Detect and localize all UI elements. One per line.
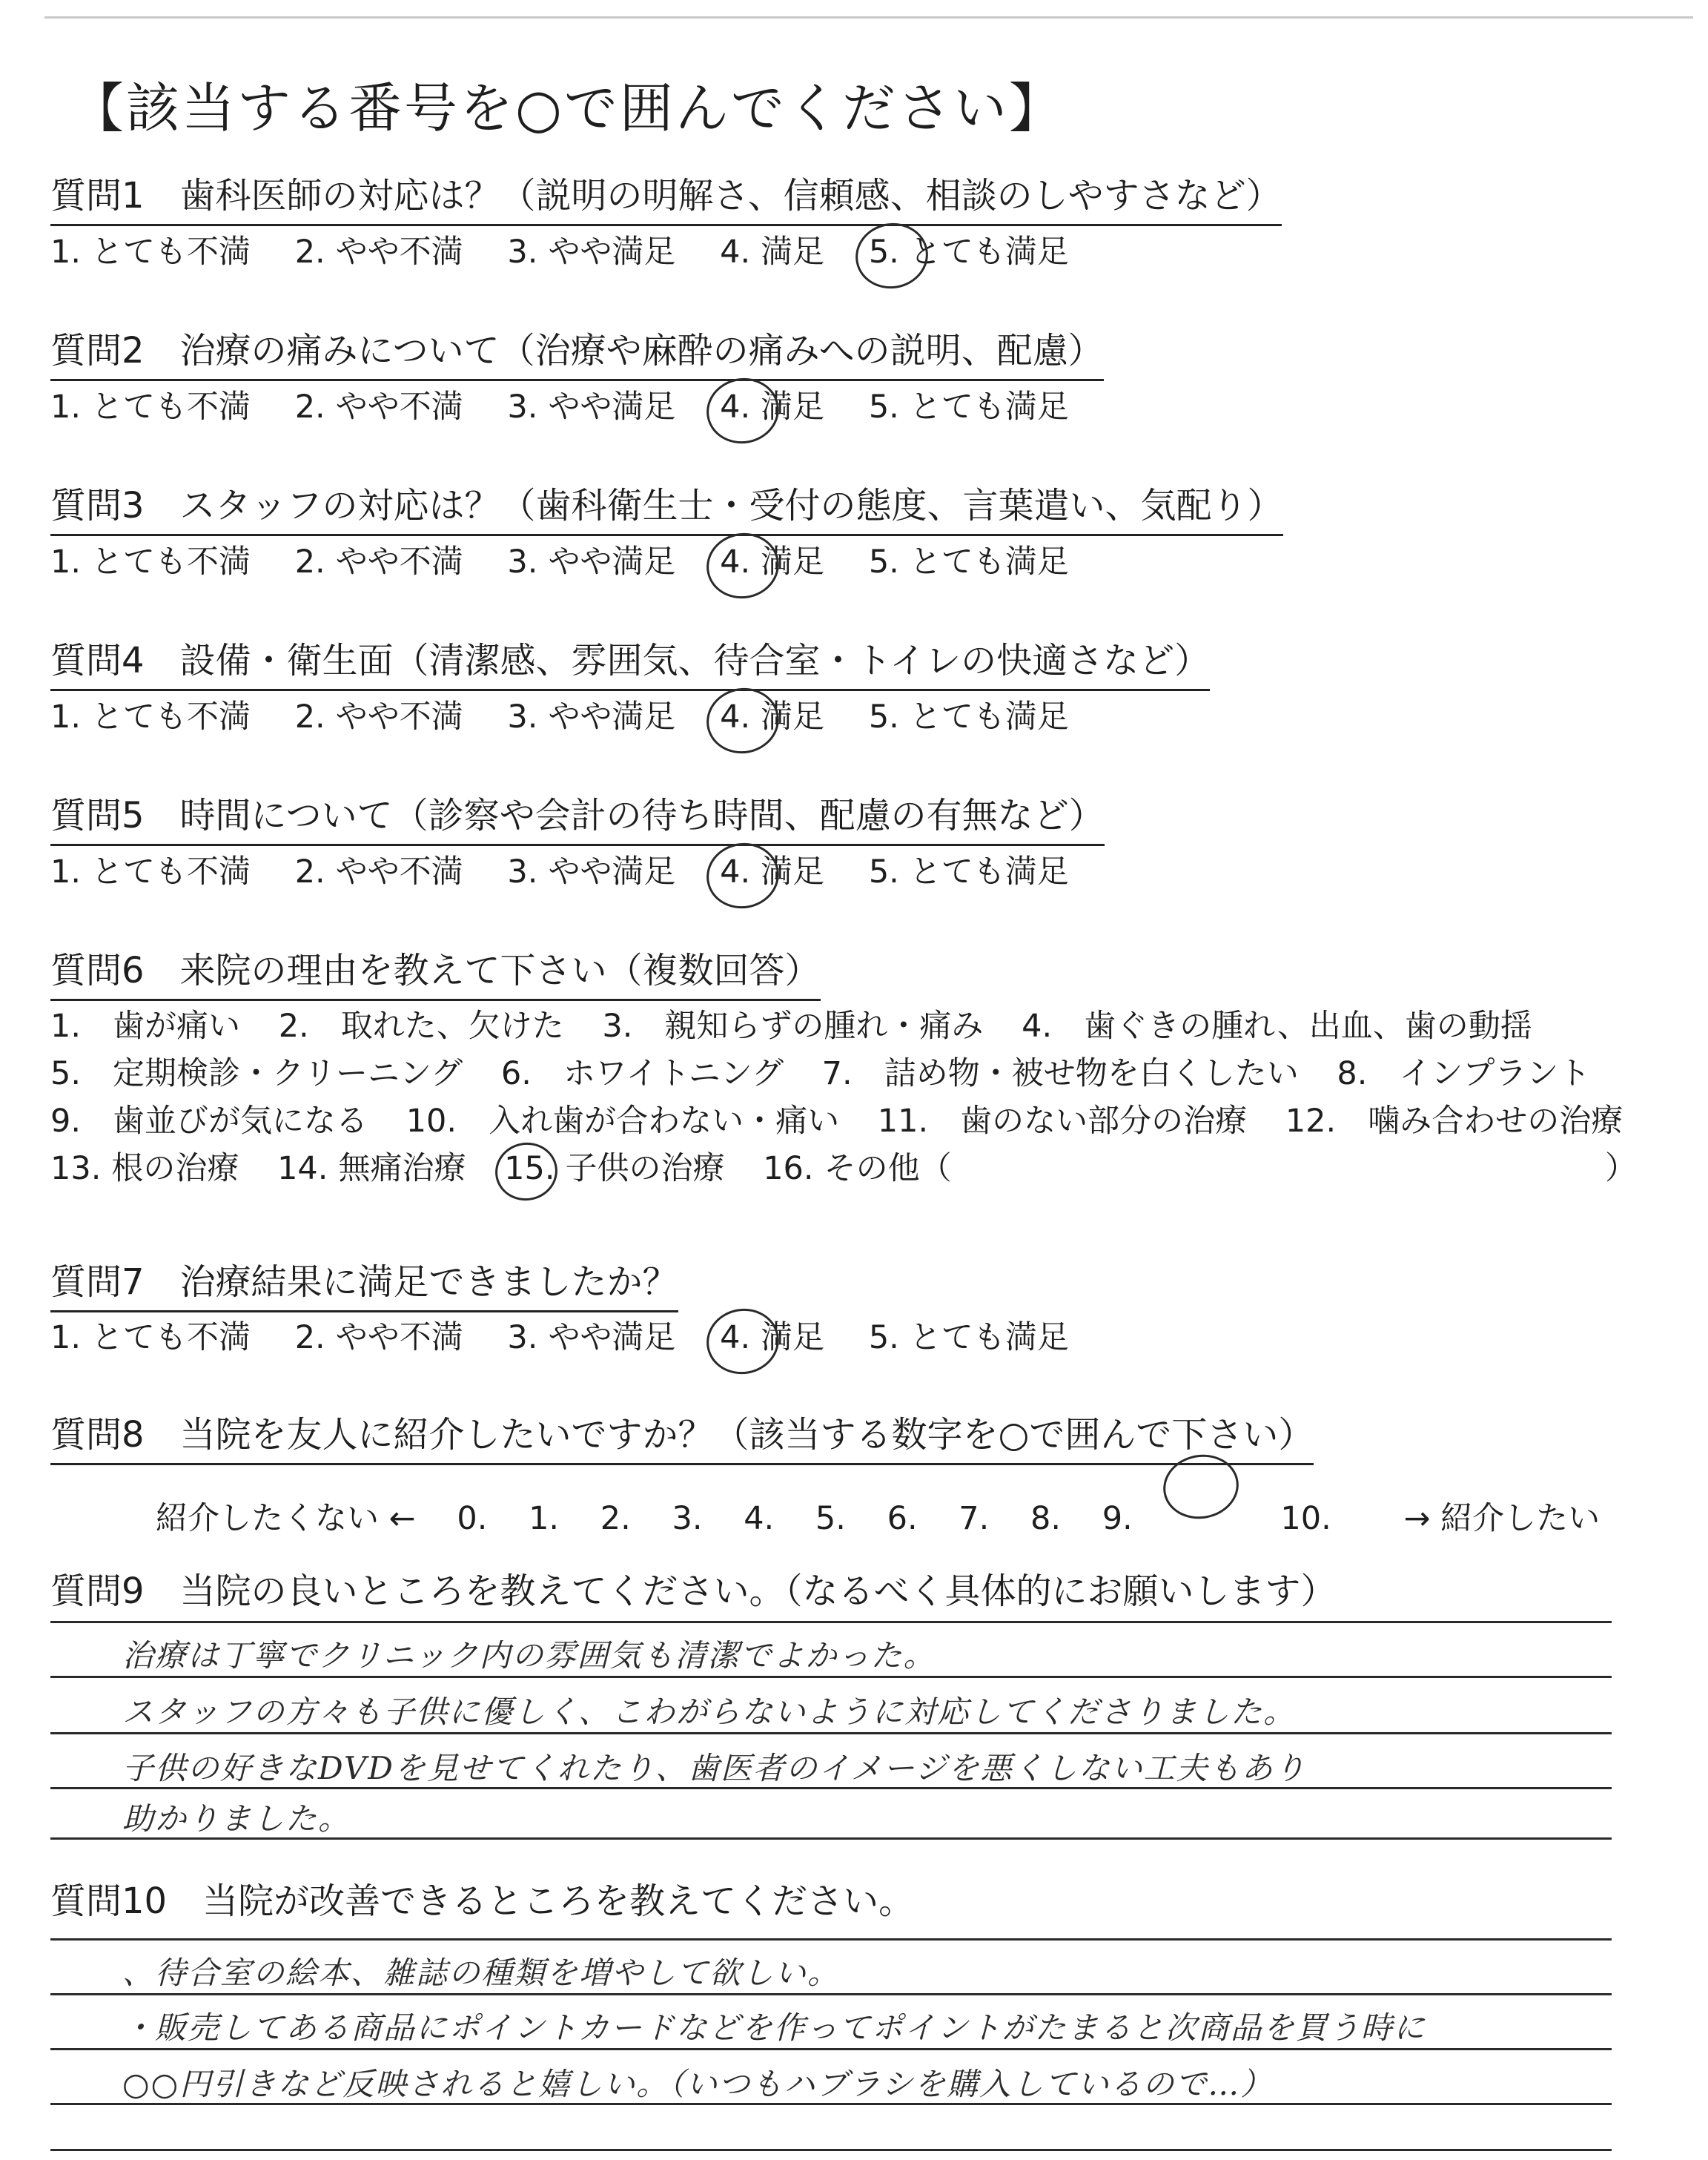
q9-answer-line-2: スタッフの方々も子供に優しく、こわがらないように対応してくださりました。 bbox=[122, 1694, 1297, 1730]
q10-answer-line-3: ○○円引きなど反映されると嬉しい。（いつもハブラシを購入しているので…） bbox=[122, 2066, 1274, 2102]
q6-reason-16[interactable]: 16. その他（ bbox=[763, 1150, 952, 1187]
question-3-options bbox=[50, 537, 1103, 582]
answer-line bbox=[50, 1787, 1612, 1789]
page-title: 【該当する番号を○で囲んでください】 bbox=[70, 77, 1065, 139]
q8-rating-2[interactable]: 2. bbox=[600, 1500, 631, 1537]
q6-reasons-row-1 bbox=[50, 1001, 1560, 1046]
q2-option-4[interactable]: 4. 満足 bbox=[720, 382, 824, 427]
question-7-title: 質問7 治療結果に満足できましたか？ bbox=[50, 1253, 678, 1312]
q6-reason-9[interactable]: 9. 歯並びが気になる bbox=[50, 1103, 368, 1140]
q5-option-2[interactable]: 2. やや不満 bbox=[294, 853, 463, 891]
answer-line bbox=[50, 1993, 1612, 1995]
question-6-title: 質問6 来院の理由を教えて下さい（複数回答） bbox=[50, 942, 821, 1001]
selected-circle bbox=[701, 527, 784, 604]
q8-rating-3[interactable]: 3. bbox=[672, 1500, 703, 1537]
q9-answer-line-3: 子供の好きなDVDを見せてくれたり、歯医者のイメージを悪くしない工夫もあり bbox=[122, 1750, 1307, 1786]
question-1-options bbox=[50, 227, 1103, 272]
q2-option-1[interactable]: 1. とても不満 bbox=[50, 389, 251, 426]
q6-reason-14[interactable]: 14. 無痛治療 bbox=[277, 1150, 466, 1187]
q2-option-2[interactable]: 2. やや不満 bbox=[294, 389, 463, 426]
question-1-title: 質問1 歯科医師の対応は？（説明の明解さ、信頼感、相談のしやすさなど） bbox=[50, 167, 1282, 226]
q7-option-3[interactable]: 3. やや満足 bbox=[507, 1319, 676, 1356]
q2-option-3[interactable]: 3. やや満足 bbox=[507, 389, 676, 426]
answer-line bbox=[50, 1621, 1612, 1623]
q6-reason-10[interactable]: 10. 入れ歯が合わない・痛い bbox=[406, 1103, 840, 1140]
selected-circle bbox=[491, 1137, 562, 1205]
selected-circle bbox=[701, 1303, 784, 1380]
answer-line bbox=[50, 2103, 1612, 2105]
question-10-title: 質問10 当院が改善できるところを教えてください。 bbox=[50, 1880, 915, 1922]
selected-circle bbox=[701, 837, 784, 914]
answer-line bbox=[50, 1676, 1612, 1678]
question-7-options bbox=[50, 1312, 1103, 1358]
q8-rating-1[interactable]: 1. bbox=[529, 1500, 560, 1537]
q5-option-1[interactable]: 1. とても不満 bbox=[50, 853, 251, 891]
q6-reason-8[interactable]: 8. インプラント bbox=[1337, 1055, 1591, 1092]
q6-reason-15[interactable]: 15. 子供の治療 bbox=[504, 1143, 724, 1189]
q8-rating-0[interactable]: 0. bbox=[457, 1500, 488, 1537]
q4-option-3[interactable]: 3. やや満足 bbox=[507, 698, 676, 736]
q6-reason-12[interactable]: 12. 噛み合わせの治療 bbox=[1285, 1103, 1623, 1140]
selected-circle bbox=[850, 217, 933, 294]
q7-option-4[interactable]: 4. 満足 bbox=[720, 1312, 824, 1358]
answer-line bbox=[50, 2048, 1612, 2050]
q1-option-4[interactable]: 4. 満足 bbox=[720, 234, 825, 271]
q6-reason-13[interactable]: 13. 根の治療 bbox=[50, 1150, 239, 1187]
q6-reason-5[interactable]: 5. 定期検診・クリーニング bbox=[50, 1055, 463, 1092]
q6-reasons-row-2 bbox=[50, 1048, 1618, 1094]
scan-top-edge bbox=[44, 16, 1693, 19]
q6-other-close-paren: ） bbox=[1605, 1150, 1637, 1187]
question-4-title: 質問4 設備・衛生面（清潔感、雰囲気、待合室・トイレの快適さなど） bbox=[50, 632, 1210, 691]
q7-option-1[interactable]: 1. とても不満 bbox=[50, 1319, 251, 1356]
q4-option-1[interactable]: 1. とても不満 bbox=[50, 698, 251, 736]
q2-option-5[interactable]: 5. とても満足 bbox=[868, 389, 1069, 426]
q8-left-label: 紹介したくない ← bbox=[156, 1500, 416, 1537]
q9-answer-line-1: 治療は丁寧でクリニック内の雰囲気も清潔でよかった。 bbox=[122, 1637, 936, 1674]
q8-rating-5[interactable]: 5. bbox=[815, 1500, 846, 1537]
q10-answer-line-1: 、待合室の絵本、雑誌の種類を増やして欲しい。 bbox=[122, 1955, 841, 1991]
q10-answer-line-2: ・販売してある商品にポイントカードなどを作ってポイントがたまると次商品を買う時に bbox=[122, 2009, 1426, 2046]
q1-option-2[interactable]: 2. やや不満 bbox=[294, 234, 463, 271]
q6-reason-3[interactable]: 3. 親知らずの腫れ・痛み bbox=[602, 1008, 984, 1045]
question-2-title: 質問2 治療の痛みについて（治療や麻酔の痛みへの説明、配慮） bbox=[50, 322, 1104, 381]
q4-option-2[interactable]: 2. やや不満 bbox=[294, 698, 463, 736]
q8-rating-10[interactable]: 10. bbox=[1174, 1465, 1362, 1537]
q8-right-label: → 紹介したい bbox=[1403, 1500, 1601, 1537]
q3-option-3[interactable]: 3. やや満足 bbox=[507, 544, 676, 581]
q6-reason-6[interactable]: 6. ホワイトニング bbox=[500, 1055, 784, 1092]
q4-option-4[interactable]: 4. 満足 bbox=[720, 692, 824, 737]
question-4-options bbox=[50, 692, 1103, 737]
answer-line bbox=[50, 2149, 1612, 2151]
question-5-title: 質問5 時間について（診察や会計の待ち時間、配慮の有無など） bbox=[50, 787, 1105, 846]
q7-option-5[interactable]: 5. とても満足 bbox=[868, 1319, 1069, 1356]
q1-option-3[interactable]: 3. やや満足 bbox=[507, 234, 676, 271]
question-2-options bbox=[50, 382, 1103, 427]
q6-reason-2[interactable]: 2. 取れた、欠けた bbox=[278, 1008, 564, 1045]
q8-rating-8[interactable]: 8. bbox=[1030, 1500, 1062, 1537]
q1-option-5[interactable]: 5. とても満足 bbox=[869, 227, 1069, 272]
q6-reasons-row-4 bbox=[50, 1143, 980, 1189]
q5-option-4[interactable]: 4. 満足 bbox=[720, 847, 824, 892]
question-5-options bbox=[50, 847, 1103, 892]
answer-line bbox=[50, 1837, 1612, 1840]
q8-rating-7[interactable]: 7. bbox=[959, 1500, 990, 1537]
q3-option-2[interactable]: 2. やや不満 bbox=[294, 544, 463, 581]
q5-option-3[interactable]: 3. やや満足 bbox=[507, 853, 676, 891]
q5-option-5[interactable]: 5. とても満足 bbox=[868, 853, 1069, 891]
q3-option-4[interactable]: 4. 満足 bbox=[720, 537, 824, 582]
answer-line bbox=[50, 1732, 1612, 1734]
selected-circle bbox=[701, 682, 784, 759]
answer-line bbox=[50, 1938, 1612, 1941]
question-3-title: 質問3 スタッフの対応は？（歯科衛生士・受付の態度、言葉遣い、気配り） bbox=[50, 477, 1283, 536]
q4-option-5[interactable]: 5. とても満足 bbox=[868, 698, 1069, 736]
q1-option-1[interactable]: 1. とても不満 bbox=[50, 234, 251, 271]
question-9-title: 質問9 当院の良いところを教えてください。（なるべく具体的にお願いします） bbox=[50, 1571, 1337, 1612]
selected-circle bbox=[701, 372, 784, 449]
q6-reason-4[interactable]: 4. 歯ぐきの腫れ、出血、歯の動揺 bbox=[1022, 1008, 1532, 1045]
q3-option-1[interactable]: 1. とても不満 bbox=[50, 544, 251, 581]
q6-reason-1[interactable]: 1. 歯が痛い bbox=[50, 1008, 241, 1045]
q6-reason-11[interactable]: 11. 歯のない部分の治療 bbox=[877, 1103, 1248, 1140]
q9-answer-line-4: 助かりました。 bbox=[122, 1800, 351, 1837]
q8-rating-9[interactable]: 9. bbox=[1102, 1500, 1133, 1537]
question-8-title: 質問8 当院を友人に紹介したいですか？（該当する数字を○で囲んで下さい） bbox=[50, 1406, 1314, 1465]
q8-rating-scale bbox=[156, 1465, 1631, 1539]
q8-rating-4[interactable]: 4. bbox=[744, 1500, 775, 1537]
q7-option-2[interactable]: 2. やや不満 bbox=[294, 1319, 463, 1356]
q6-reason-7[interactable]: 7. 詰め物・被せ物を白くしたい bbox=[821, 1055, 1299, 1092]
q3-option-5[interactable]: 5. とても満足 bbox=[868, 544, 1069, 581]
q8-rating-6[interactable]: 6. bbox=[887, 1500, 918, 1537]
q6-reasons-row-3 bbox=[50, 1096, 1651, 1141]
